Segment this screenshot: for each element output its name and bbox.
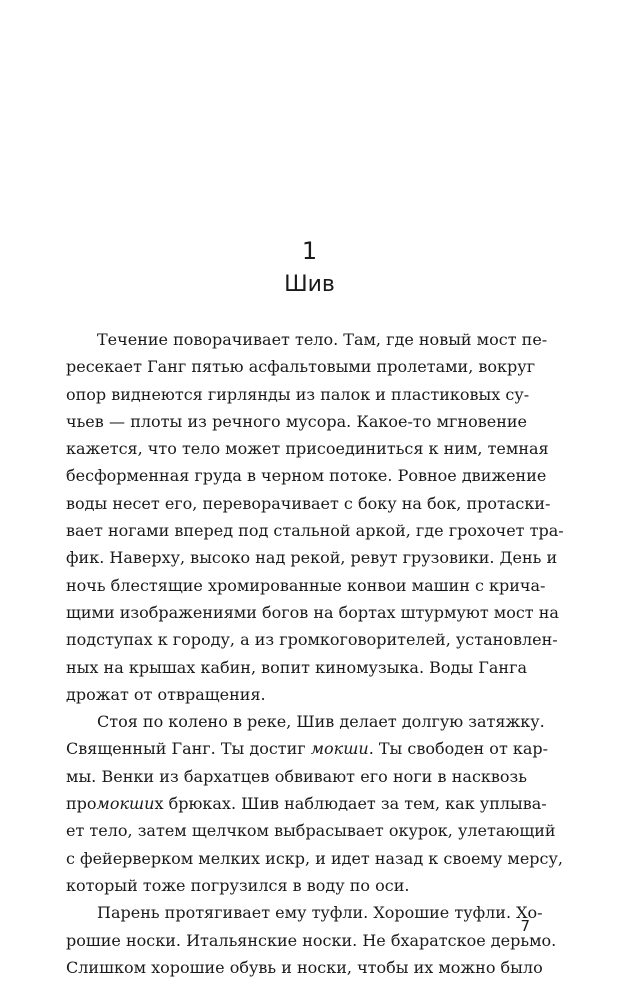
text-line: дрожат от отвращения. <box>66 684 266 704</box>
text-line: вает ногами вперед под стальной аркой, где грохочет тра- <box>66 521 564 541</box>
page-number: 7 <box>520 917 530 935</box>
text-line: подступах к городу, а из громкоговорителей, установлен- <box>66 630 558 650</box>
text-line: ресекает Ганг пятью асфальтовыми пролетами, вокруг <box>66 357 536 377</box>
text-line: мы. Венки из бархатцев обвивают его ноги в насквозь <box>66 766 527 786</box>
text-line: Парень протягивает ему туфли. Хорошие туфли. Хо- <box>97 903 543 923</box>
text-line: фик. Наверху, высоко над рекой, ревут грузовики. День и <box>66 548 558 568</box>
text-line: кажется, что тело может присоединиться к ним, темная <box>66 439 549 459</box>
chapter-title: Шив <box>284 272 335 297</box>
text-line: с фейерверком мелких искр, и идет назад к своему мерсу, <box>66 848 563 868</box>
text-line: Слишком хорошие обувь и носки, чтобы их можно было <box>66 957 543 977</box>
text-line: Священный Ганг. Ты достиг мокши. Ты свободен от кар- <box>66 739 549 759</box>
text-line: Стоя по колено в реке, Шив делает долгую затяжку. <box>97 712 545 732</box>
text-line: опор виднеются гирлянды из палок и пластиковых су- <box>66 384 530 404</box>
chapter-number: 1 <box>301 237 318 265</box>
text-line: ночь блестящие хромированные конвои машин с крича- <box>66 575 546 595</box>
text-line: бесформенная груда в черном потоке. Ровное движение <box>66 466 547 486</box>
text-line: щими изображениями богов на бортах штурмуют мост на <box>66 602 559 622</box>
text-line: ет тело, затем щелчком выбрасывает окурок, улетающий <box>66 821 556 841</box>
text-line: который тоже погрузился в воду по оси. <box>66 875 410 895</box>
text-line: ных на крышах кабин, вопит киномузыка. Воды Ганга <box>66 657 527 677</box>
text-line: промокших брюках. Шив наблюдает за тем, как уплыва- <box>66 794 547 814</box>
text-line: воды несет его, переворачивает с боку на бок, протаски- <box>66 493 551 513</box>
body-text <box>66 326 564 981</box>
text-line: рошие носки. Итальянские носки. Не бхаратское дерьмо. <box>66 930 557 950</box>
text-line: Течение поворачивает тело. Там, где новый мост пе- <box>97 330 548 349</box>
text-line: чьев — плоты из речного мусора. Какое-то мгновение <box>66 411 527 431</box>
